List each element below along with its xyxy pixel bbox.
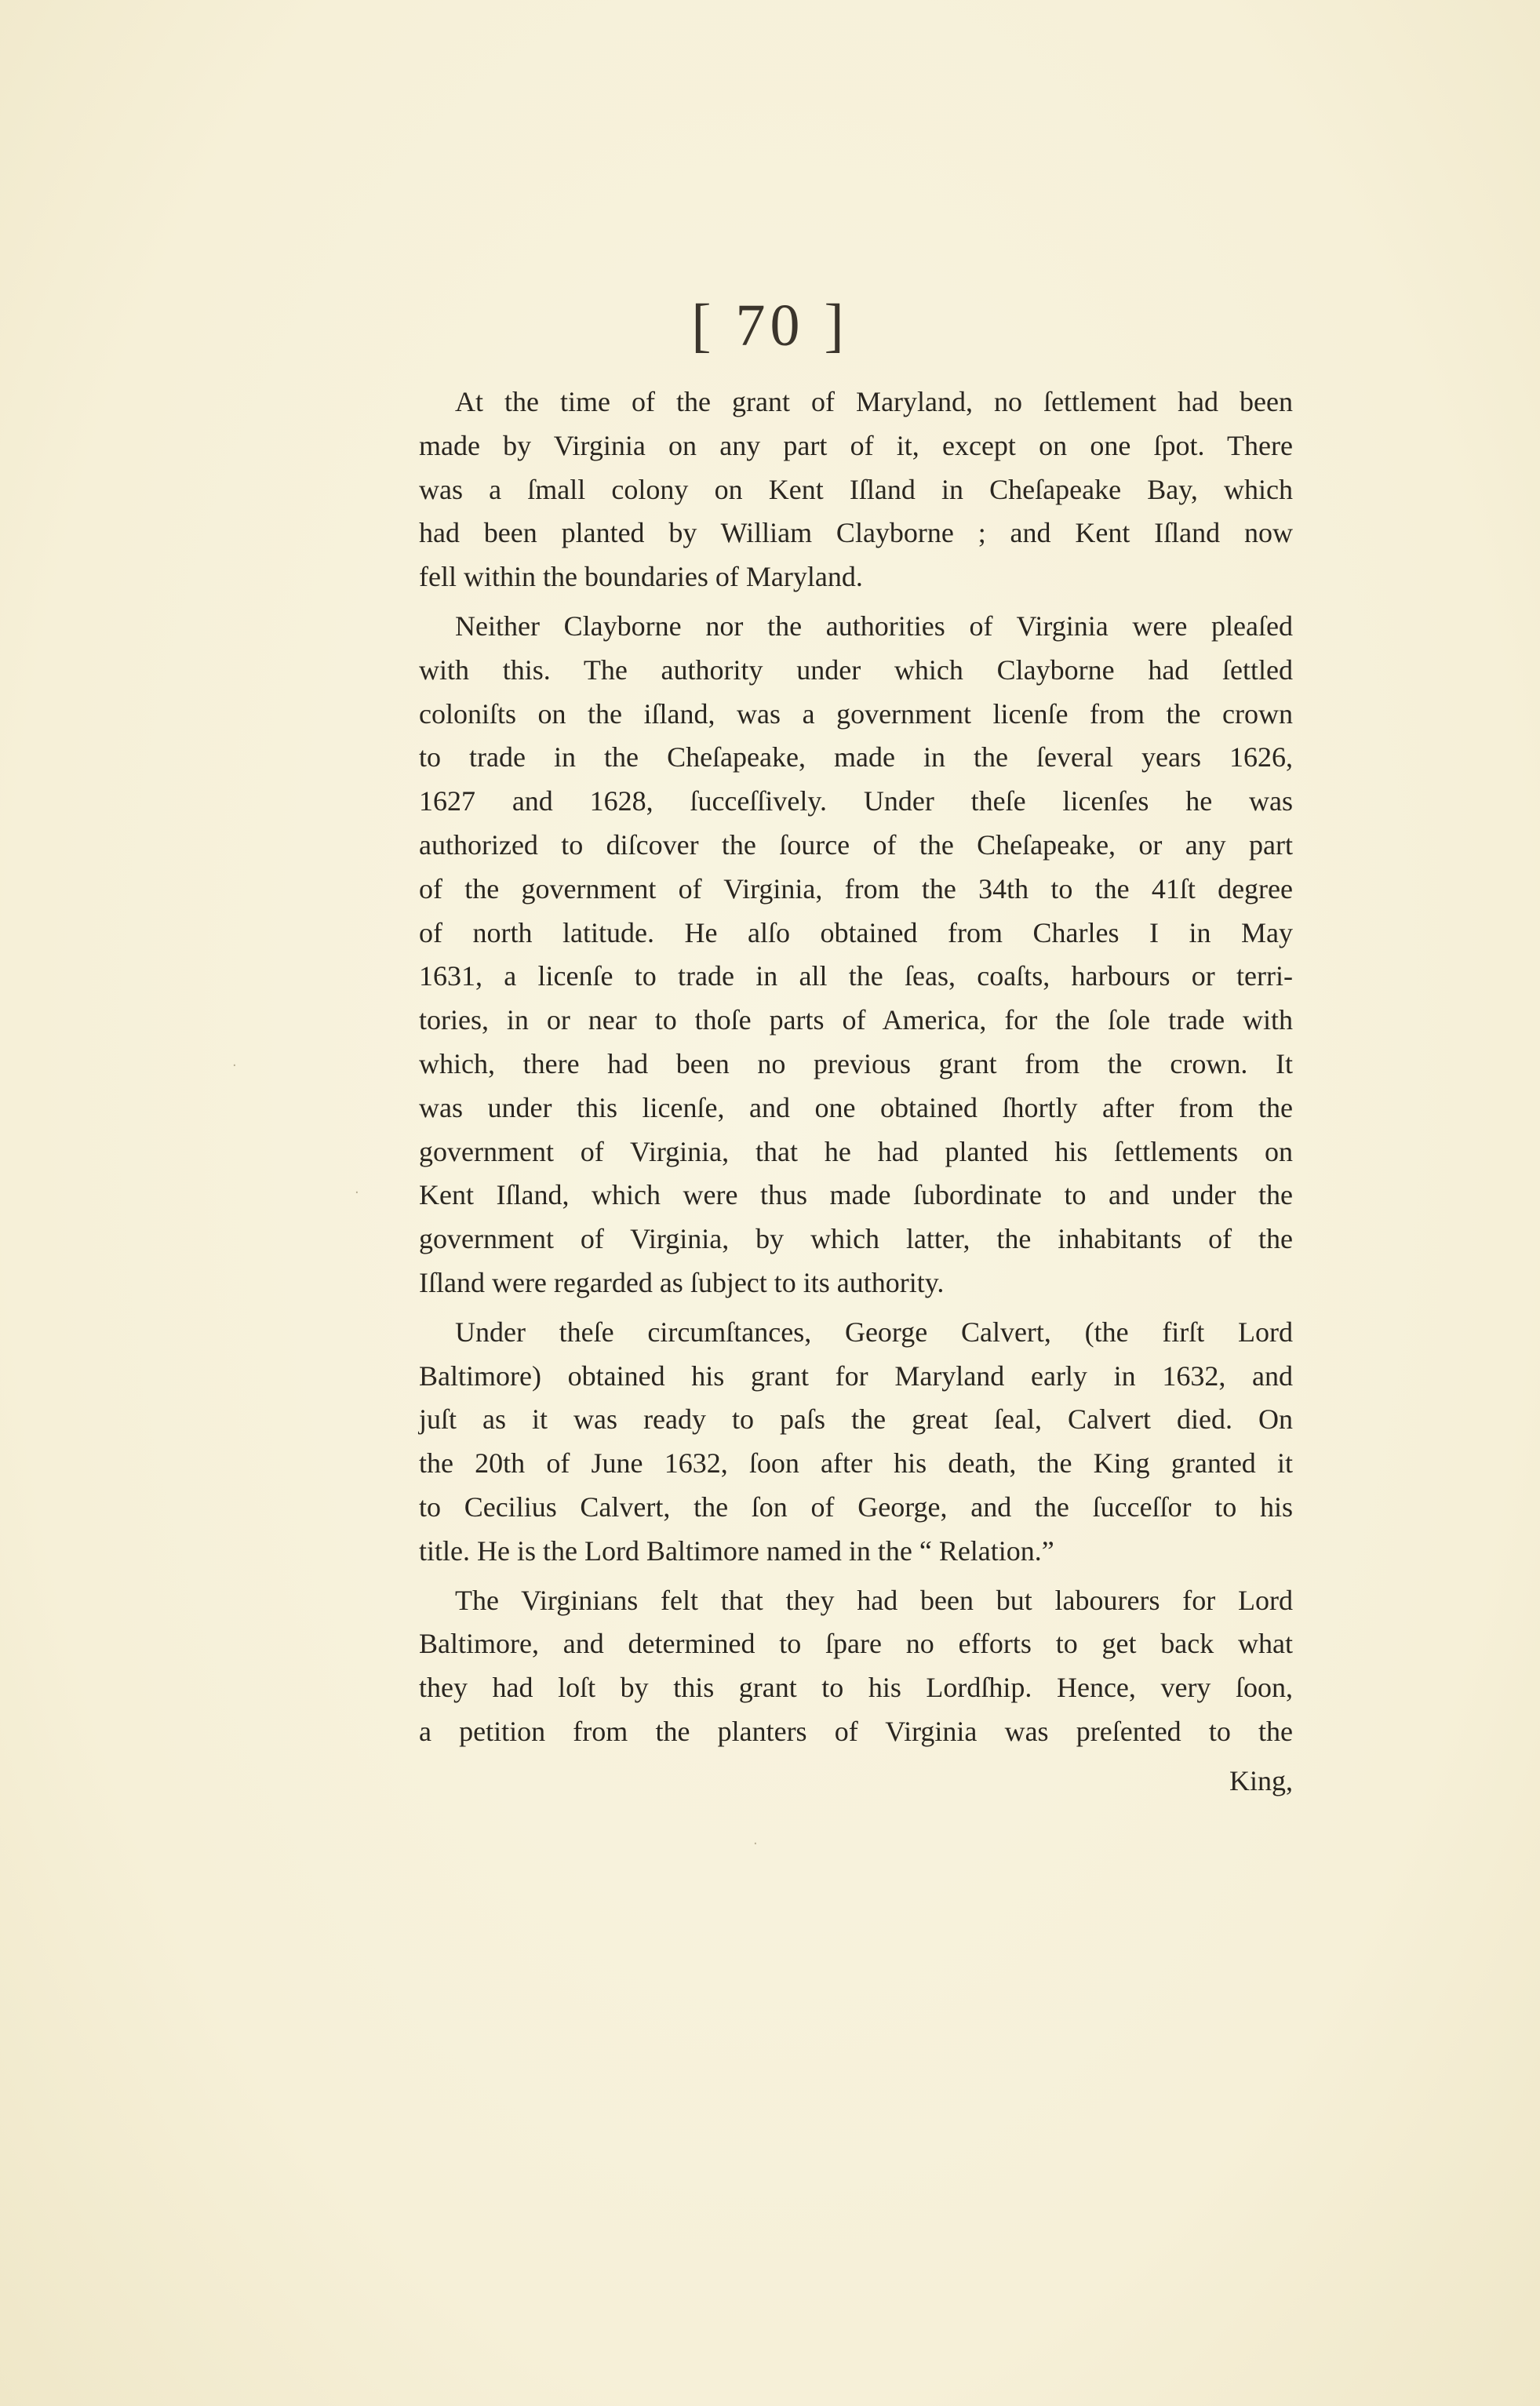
text-line: was under this licenſe, and one obtained ſhortly after from the	[419, 1091, 1293, 1123]
text-line: which, there had been no previous grant from the crown. It	[419, 1047, 1293, 1079]
text-line: a petition from the planters of Virginia was preſented to the	[419, 1715, 1293, 1747]
text-line: Kent Iſland, which were thus made ſubordinate to and under the	[419, 1179, 1293, 1211]
body-text	[419, 380, 1293, 1804]
text-line: was a ſmall colony on Kent Iſland in Cheſapeake Bay, which	[419, 473, 1293, 505]
text-line: At the time of the grant of Maryland, no ſettlement had been	[455, 386, 1293, 417]
text-line: made by Virginia on any part of it, except on one ſpot. There	[419, 429, 1293, 461]
text-line: juſt as it was ready to paſs the great ſeal, Calvert died. On	[419, 1403, 1293, 1436]
text-line: Under theſe circumſtances, George Calvert, (the firſt Lord	[455, 1316, 1293, 1348]
text-line: tories, in or near to thoſe parts of America, for the ſole trade with	[419, 1004, 1293, 1036]
paper-speck: ·	[355, 1185, 359, 1201]
text-line: to Cecilius Calvert, the ſon of George, and the ſucceſſor to his	[419, 1491, 1293, 1523]
text-line: the 20th of June 1632, ſoon after his death, the King granted it	[419, 1447, 1293, 1480]
text-line: 1631, a licenſe to trade in all the ſeas, coaſts, harbours or terri-	[419, 960, 1293, 992]
catchword: King,	[1229, 1764, 1293, 1796]
text-line: Baltimore, and determined to ſpare no efforts to get back what	[419, 1628, 1293, 1660]
text-line: government of Virginia, by which latter, the inhabitants of the	[419, 1223, 1293, 1255]
text-line: Neither Clayborne nor the authorities of Virginia were pleaſed	[455, 610, 1293, 642]
text-line: with this. The authority under which Clayborne had ſettled	[419, 653, 1293, 686]
text-line: fell within the boundaries of Maryland.	[419, 561, 863, 593]
text-line: they had loſt by this grant to his Lordſhip. Hence, very ſoon,	[419, 1672, 1293, 1704]
text-line: of the government of Virginia, from the 34th to the 41ſt degree	[419, 872, 1293, 905]
text-line: had been planted by William Clayborne ; and Kent Iſland now	[419, 517, 1293, 549]
paper-speck: ·	[232, 1057, 237, 1074]
text-line: of north latitude. He alſo obtained from Charles I in May	[419, 916, 1293, 948]
paragraph-2	[419, 605, 1293, 1305]
page-number: [ 70 ]	[691, 293, 849, 359]
text-line: Iſland were regarded as ſubject to its authority.	[419, 1266, 945, 1298]
text-line: Baltimore) obtained his grant for Maryland early in 1632, and	[419, 1360, 1293, 1392]
text-line: government of Virginia, that he had planted his ſettlements on	[419, 1135, 1293, 1167]
paragraph-4	[419, 1579, 1293, 1754]
text-line: to trade in the Cheſapeake, made in the ſeveral years 1626,	[419, 741, 1293, 773]
text-line: authorized to diſcover the ſource of the Cheſapeake, or any part	[419, 828, 1293, 861]
text-line: coloniſts on the iſland, was a government licenſe from the crown	[419, 697, 1293, 730]
paragraph-1	[419, 380, 1293, 599]
text-line: 1627 and 1628, ſucceſſively. Under theſe licenſes he was	[419, 785, 1293, 817]
text-line: title. He is the Lord Baltimore named in the “ Relation.”	[419, 1534, 1054, 1567]
paragraph-3	[419, 1311, 1293, 1574]
text-line: The Virginians felt that they had been but labourers for Lord	[455, 1584, 1293, 1616]
paper-speck: ·	[753, 1836, 758, 1852]
